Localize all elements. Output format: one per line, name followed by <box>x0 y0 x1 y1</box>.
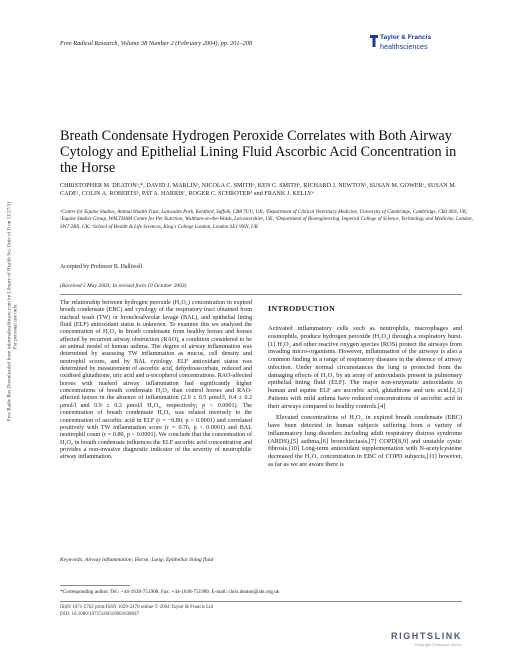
corresponding-author-note: *Corresponding author. Tel.: +44-1638-751908. Fax: +44-1638-751909. E-mail: chris.deaton@aht.org.uk <box>60 589 280 595</box>
intro-paragraph-1: Activated inflammatory cells such as neutrophils, macrophages and eosinophils, produce hydrogen peroxide (H₂O₂) through a respiratory burst.[1] H₂O₂ and other reactive oxygen species (ROS) protect the airways from invading micro-organisms. However, inflammation of the airways is also a common finding in a range of respiratory diseases in the absence of airway infection. Under normal circumstances the lung is protected from the damaging effects of H₂O₂ by an array of antioxidants present in pulmonary epithelial lining fluid (ELF). The major non-enzymatic antioxidants in human and equine ELF are ascorbic acid, glutathione and uric acid.[2,3] Patients with mild asthma have reduced concentrations of ascorbic acid in their airways compared to healthy controls.[4] <box>268 325 462 410</box>
article-title: Breath Condensate Hydrogen Peroxide Correlates with Both Airway Cytology and Epithelial Lining Fluid Ascorbic Acid Concentration in the Horse <box>60 128 457 177</box>
download-watermark <box>6 201 20 422</box>
logo-text-top: Taylor & Francis <box>380 34 432 41</box>
watermark-line-1: Free Radic Res Downloaded from informahealthcare.com by Library of Health Sci-Univ of Il on 11/27/11 <box>6 201 13 422</box>
rightslink-logo: RIGHTSLINK <box>391 631 462 641</box>
rightslink-tagline: Copyright Clearance Center <box>414 643 462 647</box>
affiliations: ᵃCentre for Equine Studies, Animal Health Trust, Lanwades Park, Kentford, Suffolk, CB8 7UU, UK; ᵇDepartment of Clinical Veterinary Medicine, University of Cambridge, Cambridge, CB3 0ES, UK; ᶜEquine Studies Group, WALTHAM Centre for Pet Nutrition, Waltham-on-the-Wolds, Leicestershire, UK; ᵈDepartment of Bioengineering, Imperial College of Science, Technology and Medicine, London, SW7 2BX, UK; ᵉSchool of Health & Life Sciences, King's College London, London SE1 9NN, UK <box>60 209 473 230</box>
logo-text-bottom: healthsciences <box>380 42 428 51</box>
publisher-logo <box>370 34 450 54</box>
watermark-line-2: For personal use only. <box>13 303 19 350</box>
keywords: Keywords: Airway inflammation; Horse; Lung; Epithelial lining fluid <box>60 557 214 563</box>
issn-line: ISSN 1071-5762 print/ISSN 1029-2470 online © 2004 Taylor & Francis Ltd <box>60 605 214 610</box>
taylor-francis-logo-icon <box>370 35 378 47</box>
journal-citation: Free Radical Research, Volume 38 Number 2 (February 2004), pp. 201–208 <box>60 40 253 47</box>
divider <box>60 294 462 295</box>
abstract-text: The relationship between hydrogen peroxide (H₂O₂) concentration in expired breath condensate (EBC) and cytology of the respiratory tract obtained from tracheal wash (TW) or bronchoalveolar lavage (BAL), and epithelial lining fluid (ELF) antioxidant status is unknown. To examine this we analysed the concentration of H₂O₂ in breath condensate from healthy horses and horses affected by recurrent airway obstruction (RAO), a condition considered to be an animal model of human asthma. The degree of airway inflammation was determined by assessing TW inflammation as mucus, cell density and neutrophil scores, and by BAL cytology. ELF antioxidant status was determined by measurement of ascorbic acid, dehydroascorbate, reduced and oxidised glutathione, uric acid and α-tocopherol concentrations. RAO-affected horses with marked airway inflammation had significantly higher concentrations of breath condensate H₂O₂ than control horses and RAO-affected horses in the absence of inflammation (2.0 ± 0.5 μmol/l, 0.4 ± 0.2 μmol/l and 0.9 ± 0.2 μmol/l H₂O₂, respectively; p < 0.0001). The concentration of breath condensate H₂O₂ was related inversely to the concentration of ascorbic acid in ELF (r = −0.80; p < 0.0001) and correlated positively with TW inflammation score (r = 0.76, p < 0.0001) and BAL neutrophil count (r = 0.80, p < 0.0001). We conclude that the concentration of H₂O₂ in breath condensate influences the ELF ascorbic acid concentration and provides a non-invasive diagnostic indicator of the severity of neutrophilic airway inflammation. <box>60 300 252 461</box>
introduction-body <box>268 325 462 473</box>
section-heading: INTRODUCTION <box>268 304 336 313</box>
accepted-by: Accepted by Professor B. Halliwell <box>60 264 143 270</box>
author-list: CHRISTOPHER M. DEATONᵃ,*, DAVID J. MARLINᵃ, NICOLA C. SMITHᵃ, KEN C. SMITHᵃ, RICHARD J. NEWTONᵃ, SUSAN M. GOWERᵃ, SUSAN M. CADEᵃ, COLIN A. ROBERTSᵇ, PAT A. HARRISᶜ, ROGER C. SCHROTERᵈ and FRANK J. KELLYᵉ <box>60 183 457 198</box>
footnote-divider <box>60 585 130 586</box>
issn-block <box>60 605 213 619</box>
intro-paragraph-2: Elevated concentrations of H₂O₂ in expired breath condensate (EBC) have been detected in human subjects suffering from a variety of inflammatory lung disorders including adult respiratory distress syndrome (ARDS),[5] asthma,[6] bronchiectasis,[7] COPD[8,9] and unstable cystic fibrosis.[10] Long-term antioxidant supplementation with N-acetylcysteine decreased the H₂O₂ concentration in EBC of COPD subjects,[11] however, as far as we are aware there is <box>268 414 462 468</box>
doi-line: DOI: 10.1080/10715160310001638047 <box>60 611 140 617</box>
footer-divider <box>60 601 462 602</box>
received-dates: (Received 5 May 2003; In revised form 10 October 2003) <box>60 283 187 289</box>
